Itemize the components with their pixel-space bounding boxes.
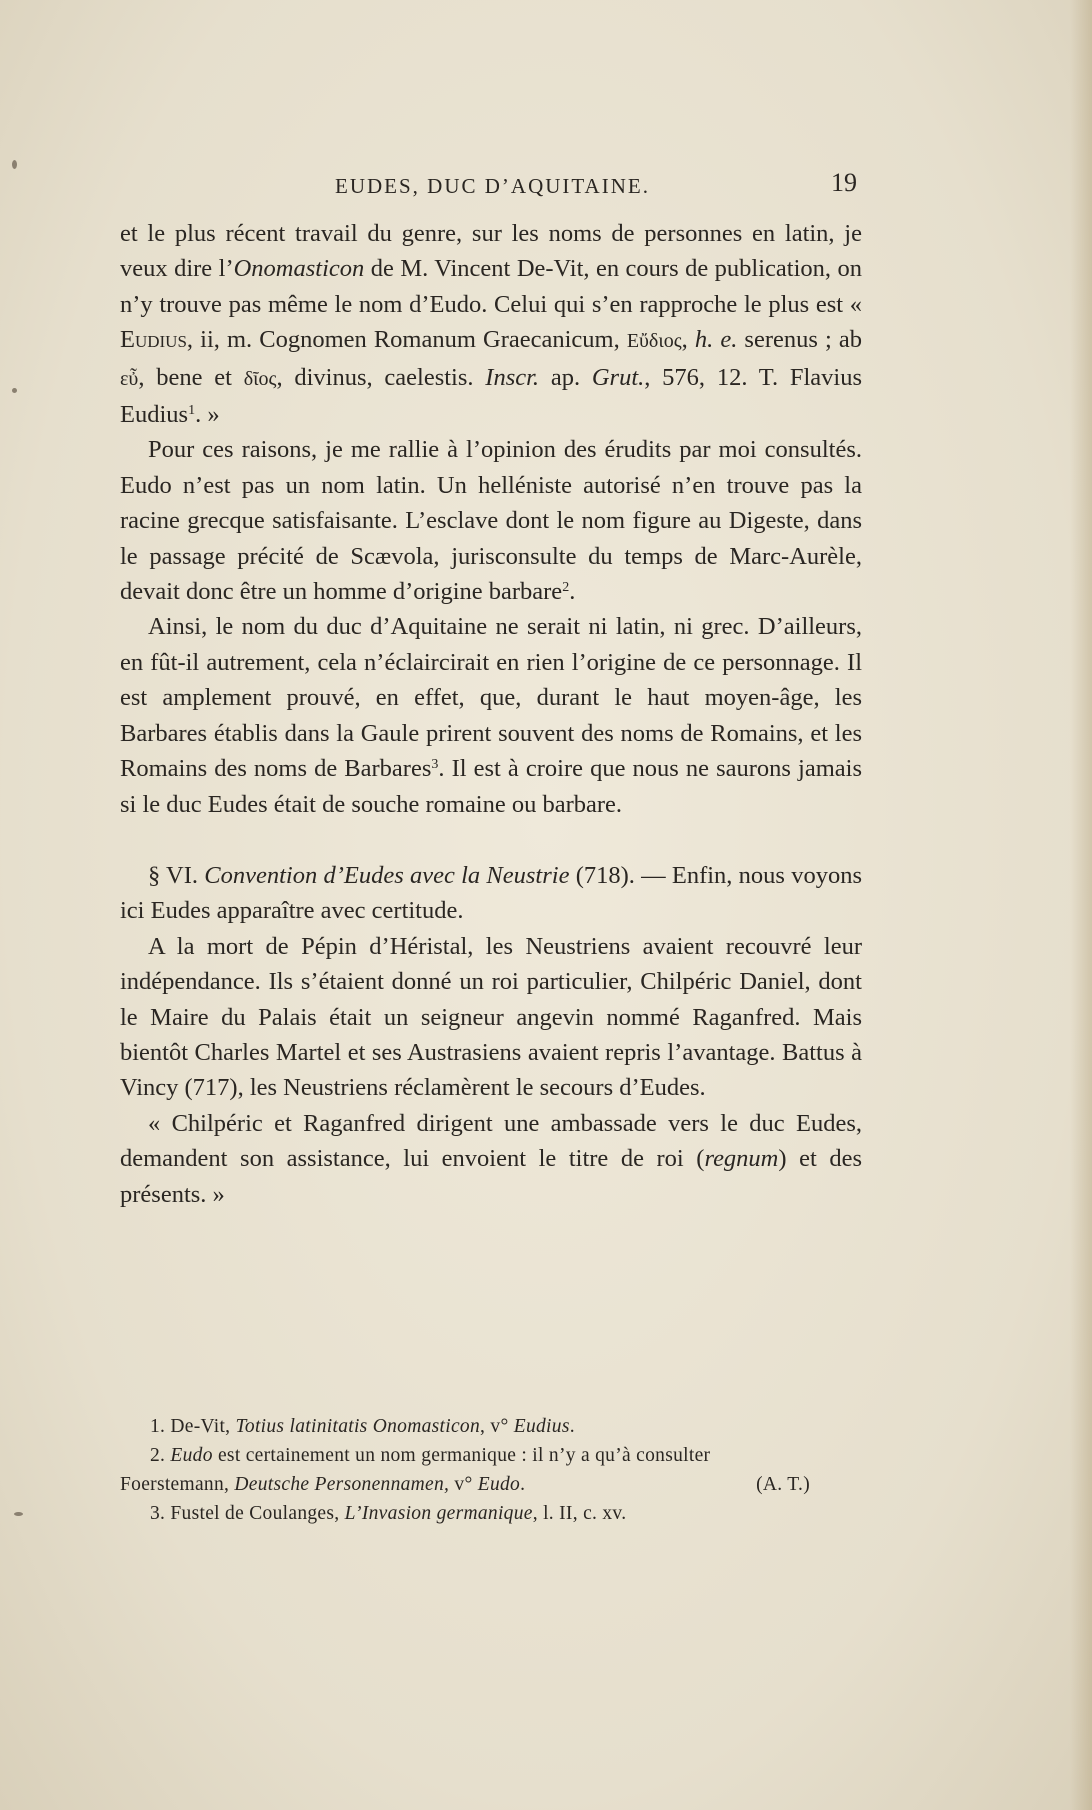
body-text <box>120 216 862 1212</box>
text-run: De-Vit, <box>165 1416 236 1437</box>
paragraph-3 <box>120 609 862 821</box>
text-run: Enfin, nous voyons ici Eudes apparaître avec certitude. <box>120 861 862 925</box>
text-run: A la mort de Pépin d’Héristal, les Neustriens avaient recouvré leur indépendance. Ils s’étaient donné un roi particulier, Chilpéric Daniel, dont le Maire du Palais était un seigneur angevin nommé Raganfred. Mais bientôt Charles Martel et ses Austrasiens avaient repris l’avantage. Battus à Vincy (717), les Neustriens réclamèrent le secours d’Eudes. <box>120 932 862 1102</box>
text-run-italic: L’Invasion germanique <box>344 1503 533 1524</box>
text-run: ap. <box>539 363 592 391</box>
text-run: Fustel de Coulanges, <box>165 1503 345 1524</box>
paragraph-2 <box>120 432 862 609</box>
footnote-number: 3. <box>150 1503 166 1524</box>
footnote-2 <box>120 1441 862 1470</box>
running-head-title: EUDES, DUC D’AQUITAINE. <box>335 174 650 198</box>
greek-word: δῖος <box>243 367 277 390</box>
text-run-italic: Eudius <box>513 1416 570 1437</box>
text-run: , ii, m. Cognomen Romanum Graecanicum, <box>186 326 627 354</box>
text-run: , 576, 12. T. Flavius Eudius <box>120 363 862 429</box>
footnotes <box>120 1412 862 1528</box>
paper-fleck <box>14 1512 23 1516</box>
text-run: Foerstemann, <box>120 1474 235 1495</box>
section-number: § VI. <box>148 861 199 889</box>
footnote-ref: 3 <box>431 757 439 773</box>
text-run: . <box>569 578 576 606</box>
text-run-italic: h. e. <box>694 326 738 354</box>
text-run: Ainsi, le nom du duc d’Aquitaine ne serait ni latin, ni grec. D’ailleurs, en fût-il autrement, cela n’éclaircirait en rien l’origine de ce personnage. Il est amplement prouvé, en effet, que, durant le haut moyen-âge, les Barbares établis dans la Gaule prirent souvent des noms de Romains, et les Romains des noms de Barbares <box>120 613 862 783</box>
text-run: est certainement un nom germanique : il n’y a qu’à consulter <box>212 1445 711 1466</box>
text-run-italic: Totius latinitatis Onomasticon <box>235 1416 481 1437</box>
text-run: ) et des présents. » <box>120 1145 862 1208</box>
section-heading <box>120 858 862 929</box>
footnote-2-continued <box>120 1470 862 1499</box>
text-run-italic: Eudo <box>477 1474 521 1495</box>
section-spacer <box>120 822 862 858</box>
footnote-number: 2. <box>150 1445 166 1466</box>
footnote-signature: (A. T.) <box>756 1474 810 1495</box>
text-run: , l. II, c. xv. <box>532 1503 627 1524</box>
text-run: v° <box>449 1474 478 1495</box>
paragraph-4 <box>120 929 862 1106</box>
text-run: . <box>569 1416 575 1437</box>
text-run-italic: Grut. <box>591 363 645 391</box>
text-run: Pour ces raisons, je me rallie à l’opinion des érudits par moi consultés. Eudo n’est pas un nom latin. Un helléniste autorisé n’en trouve pas la racine grecque satisfaisante. L’esclave dont le nom figure au Digeste, dans le passage précité de Scævola, jurisconsulte du temps de Marc-Aurèle, devait donc être un homme d’origine barbare <box>120 436 862 606</box>
page-edge-shadow <box>1070 0 1092 1810</box>
section-title: Convention d’Eudes avec la Neustrie <box>204 861 570 889</box>
text-run: . Il est à croire que nous ne saurons jamais si le duc Eudes était de souche romaine ou barbare. <box>120 755 862 818</box>
text-run-italic: Eudo <box>170 1445 213 1466</box>
paper-fleck <box>12 388 17 393</box>
text-run-italic: regnum <box>704 1145 779 1173</box>
greek-word: εὖ <box>120 367 139 390</box>
footnote-3 <box>120 1499 862 1528</box>
text-run: et le plus récent travail du genre, sur les noms de personnes en latin, je veux dire l’ <box>120 220 862 283</box>
text-run: . <box>520 1474 526 1495</box>
text-run: « Chilpéric et Raganfred dirigent une ambassade vers le duc Eudes, demandent son assistance, lui envoient le titre de roi ( <box>120 1109 862 1173</box>
running-head <box>0 168 1092 204</box>
footnote-ref: 2 <box>562 580 570 596</box>
text-run: , <box>681 326 695 354</box>
paragraph-1 <box>120 216 862 432</box>
paragraph-5 <box>120 1106 862 1212</box>
text-run-italic: Deutsche Personennamen, <box>234 1474 450 1495</box>
footnote-ref: 1 <box>188 403 196 419</box>
footnote-1 <box>120 1412 862 1441</box>
text-run: , bene et <box>138 363 244 391</box>
text-run: , divinus, caelestis. <box>276 363 486 391</box>
text-run: . » <box>195 401 220 429</box>
section-date: (718). — <box>569 861 672 889</box>
text-run-italic: Onomasticon <box>233 255 365 283</box>
text-run: , v° <box>480 1416 514 1437</box>
page-number: 19 <box>831 168 857 197</box>
text-run-italic: Inscr. <box>485 363 540 391</box>
text-run-smallcaps: Eudius <box>120 326 187 354</box>
greek-word: Εὔδιος <box>626 330 682 353</box>
footnote-number: 1. <box>150 1416 166 1437</box>
text-run: de M. Vincent De-Vit, en cours de publication, on n’y trouve pas même le nom d’Eudo. Celui qui s’en rapproche le plus est « <box>120 255 862 318</box>
text-run: serenus ; ab <box>737 326 863 354</box>
